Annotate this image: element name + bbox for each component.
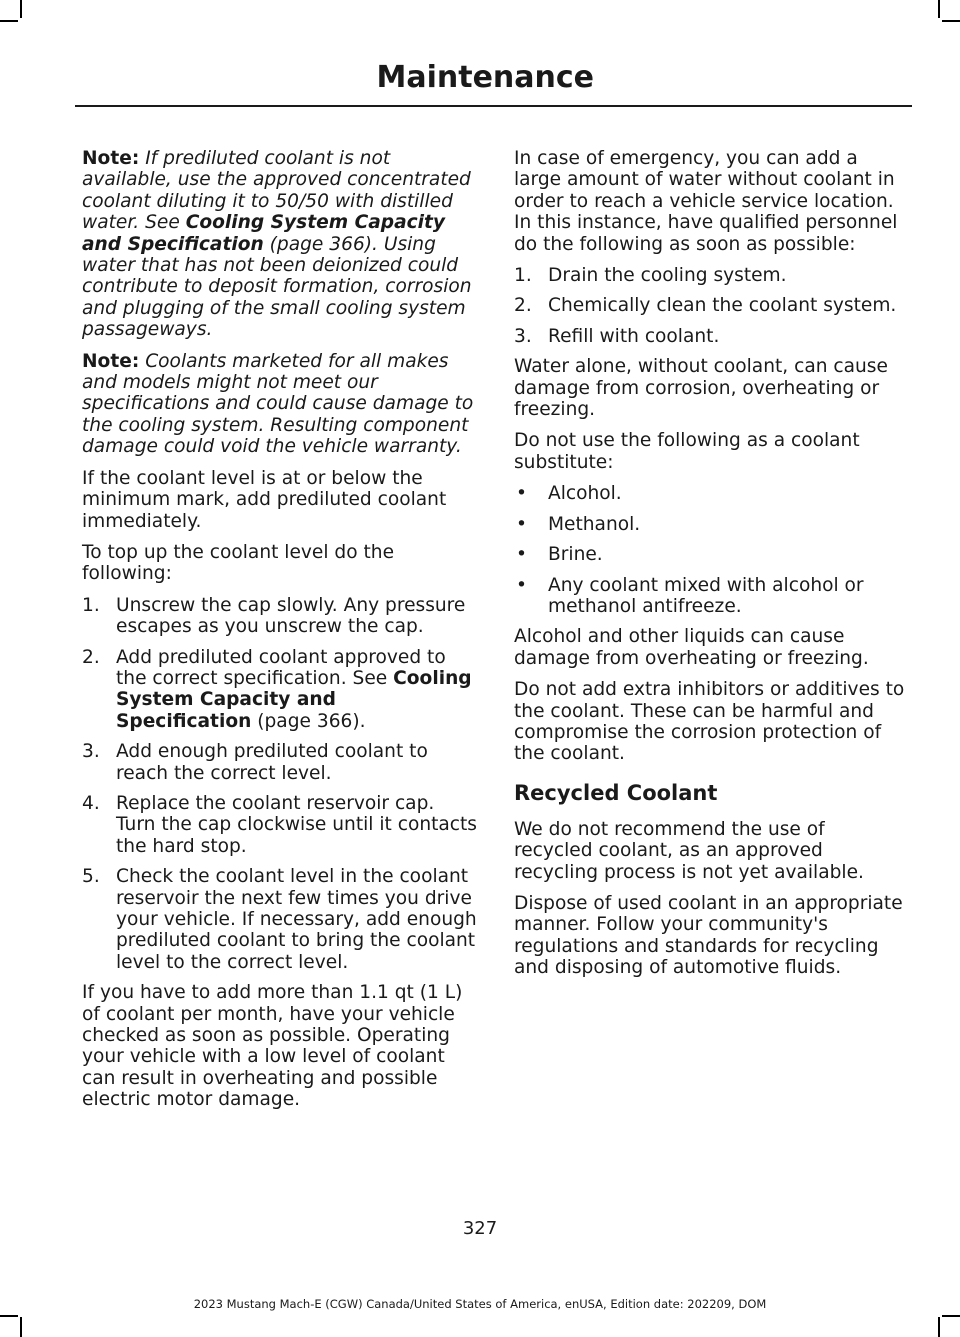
bullet-text: Methanol. bbox=[548, 513, 641, 535]
step-number: 1. bbox=[82, 594, 100, 616]
right-column bbox=[514, 148, 909, 989]
paragraph: Alcohol and other liquids can cause damage from overheating or freezing. bbox=[514, 626, 869, 669]
list-item bbox=[82, 741, 477, 784]
step-text: Add enough prediluted coolant to reach the correct level. bbox=[116, 741, 428, 784]
list-item bbox=[514, 265, 909, 286]
step-number: 2. bbox=[82, 646, 100, 668]
bullet-icon: • bbox=[516, 483, 527, 505]
list-item bbox=[514, 295, 909, 316]
step-text: Check the coolant level in the coolant reservoir the next few times you drive your vehicle. If necessary, add enough prediluted coolant to bring the coolant level to the correct level. bbox=[116, 866, 477, 973]
step-text: Unscrew the cap slowly. Any pressure escapes as you unscrew the cap. bbox=[116, 594, 466, 638]
step-number: 3. bbox=[82, 741, 100, 763]
note-label: Note: bbox=[82, 350, 140, 372]
list-item bbox=[514, 514, 909, 535]
note-label: Note: bbox=[82, 148, 140, 169]
paragraph: If you have to add more than 1.1 qt (1 L) of coolant per month, have your vehicle checked as soon as possible. Operating your vehicle with a low level of coolant can result in overheating and possible electric motor damage. bbox=[82, 982, 463, 1111]
crop-mark-top-left bbox=[20, 0, 22, 18]
left-column bbox=[82, 148, 477, 1121]
note-coolant-specs bbox=[82, 351, 477, 458]
emergency-steps bbox=[514, 265, 909, 347]
substitute-list bbox=[514, 483, 909, 617]
bullet-text: Brine. bbox=[548, 544, 603, 566]
paragraph: We do not recommend the use of recycled coolant, as an approved recycling process is not yet available. bbox=[514, 818, 864, 883]
step-text: Add prediluted coolant approved to the correct specification. See bbox=[116, 646, 446, 689]
list-item bbox=[514, 483, 909, 504]
cross-reference-link[interactable]: Cooling System Capacity and Specification bbox=[82, 212, 446, 255]
paragraph: Dispose of used coolant in an appropriate manner. Follow your community's regulations and standards for recycling and disposing of automotive fluids. bbox=[514, 892, 903, 979]
list-item bbox=[514, 326, 909, 347]
crop-mark-bottom-right-h bbox=[942, 1315, 960, 1317]
list-item bbox=[82, 647, 477, 733]
crop-mark-top-right bbox=[938, 0, 940, 18]
bullet-icon: • bbox=[516, 574, 527, 596]
note-text: If prediluted coolant is not available, use the approved concentrated coolant diluting it to 50/50 with distilled water. See bbox=[82, 148, 471, 234]
bullet-icon: • bbox=[516, 544, 527, 566]
page-title: Maintenance bbox=[376, 60, 594, 95]
step-text: Drain the cooling system. bbox=[548, 265, 787, 287]
header-divider bbox=[75, 105, 912, 107]
bullet-text: Any coolant mixed with alcohol or methanol antifreeze. bbox=[548, 574, 864, 617]
paragraph: Water alone, without coolant, can cause damage from corrosion, overheating or freezing. bbox=[514, 356, 888, 421]
note-coolant-dilution bbox=[82, 148, 477, 341]
step-text-cont: (page 366). bbox=[251, 710, 366, 732]
list-item bbox=[82, 866, 477, 973]
crop-mark-top-left-h bbox=[0, 20, 18, 22]
list-item bbox=[82, 793, 477, 857]
paragraph: Do not use the following as a coolant substitute: bbox=[514, 430, 860, 473]
crop-mark-bottom-left-h bbox=[0, 1315, 18, 1317]
paragraph: In case of emergency, you can add a large amount of water without coolant in order to reach a vehicle service location. In this instance, have qualified personnel do the following as soon as possible: bbox=[514, 148, 898, 255]
step-number: 5. bbox=[82, 866, 100, 888]
list-item bbox=[514, 575, 909, 618]
top-up-steps bbox=[82, 595, 477, 974]
paragraph: To top up the coolant level do the following: bbox=[82, 541, 395, 585]
step-text: Refill with coolant. bbox=[548, 325, 720, 347]
note-text: Coolants marketed for all makes and models might not meet our specifications and could cause damage to the cooling system. Resulting component damage could void the vehicle warranty. bbox=[82, 350, 474, 458]
page-number: 327 bbox=[462, 1218, 498, 1239]
paragraph: Do not add extra inhibitors or additives to the coolant. These can be harmful and compromise the corrosion protection of the coolant. bbox=[514, 679, 905, 765]
note-text-cont: (page 366). Using water that has not been deionized could contribute to deposit formation, corrosion and plugging of the small cooling system passageways. bbox=[82, 233, 472, 341]
footer-edition-info: 2023 Mustang Mach-E (CGW) Canada/United States of America, enUSA, Edition date: 202209, DOM bbox=[193, 1297, 767, 1311]
cross-reference-link[interactable]: Cooling System Capacity and Specification bbox=[116, 667, 472, 732]
crop-mark-bottom-right bbox=[938, 1317, 940, 1337]
step-text: Chemically clean the coolant system. bbox=[548, 295, 897, 317]
step-number: 3. bbox=[514, 325, 532, 347]
section-heading: Recycled Coolant bbox=[514, 780, 718, 805]
step-number: 4. bbox=[82, 792, 100, 814]
bullet-text: Alcohol. bbox=[548, 483, 622, 505]
crop-mark-top-right-h bbox=[942, 20, 960, 22]
paragraph: If the coolant level is at or below the minimum mark, add prediluted coolant immediately. bbox=[82, 467, 447, 532]
crop-mark-bottom-left bbox=[20, 1317, 22, 1337]
list-item bbox=[514, 544, 909, 565]
bullet-icon: • bbox=[516, 513, 527, 535]
list-item bbox=[82, 595, 477, 638]
step-number: 1. bbox=[514, 265, 532, 287]
step-number: 2. bbox=[514, 295, 532, 317]
step-text: Replace the coolant reservoir cap. Turn the cap clockwise until it contacts the hard stop. bbox=[116, 792, 477, 857]
